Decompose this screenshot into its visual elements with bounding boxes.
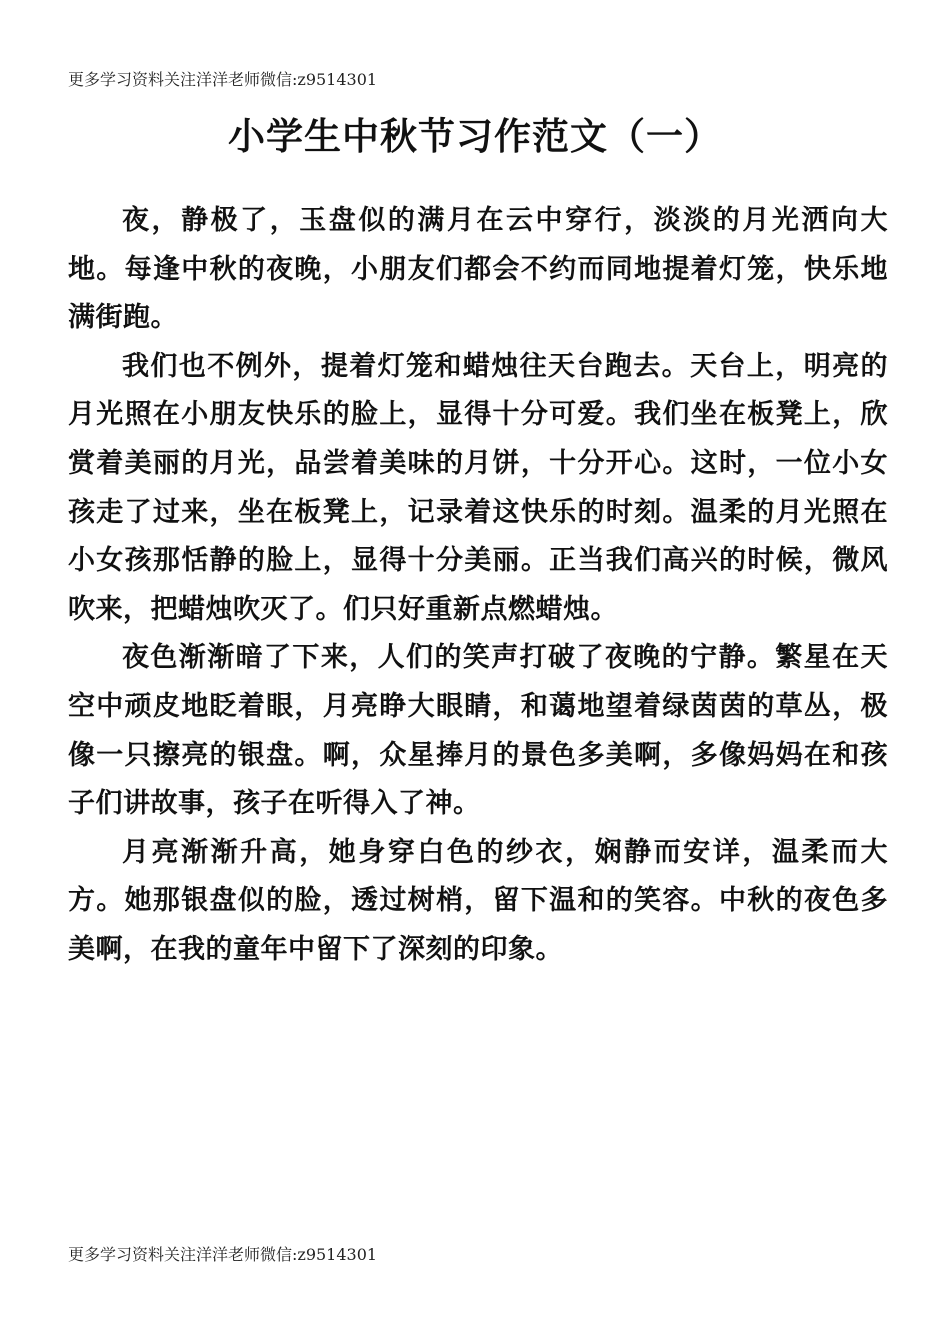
paragraph-4: 月亮渐渐升高，她身穿白色的纱衣，娴静而安详，温柔而大方。她那银盘似的脸，透过树梢，留下温和的笑容。中秋的夜色多美啊，在我的童年中留下了深刻的印象。	[68, 836, 888, 965]
paragraph-2: 我们也不例外，提着灯笼和蜡烛往天台跑去。天台上，明亮的月光照在小朋友快乐的脸上，显得十分可爱。我们坐在板凳上，欣赏着美丽的月光，品尝着美味的月饼，十分开心。这时，一位小女孩走了过来，坐在板凳上，记录着这快乐的时刻。温柔的月光照在小女孩那恬静的脸上，显得十分美丽。正当我们高兴的时候，微风吹来，把蜡烛吹灭了。们只好重新点燃蜡烛。	[68, 350, 888, 625]
article-body	[68, 197, 888, 975]
page-title: 小学生中秋节习作范文（一）	[228, 115, 722, 158]
footer-note: 更多学习资料关注洋洋老师微信:z9514301	[68, 1245, 378, 1264]
header-note: 更多学习资料关注洋洋老师微信:z9514301	[68, 70, 378, 89]
paragraph-1: 夜，静极了，玉盘似的满月在云中穿行，淡淡的月光洒向大地。每逢中秋的夜晚，小朋友们都会不约而同地提着灯笼，快乐地满街跑。	[68, 205, 888, 334]
paragraph-3: 夜色渐渐暗了下来，人们的笑声打破了夜晚的宁静。繁星在天空中顽皮地眨着眼，月亮睁大眼睛，和蔼地望着绿茵茵的草丛，极像一只擦亮的银盘。啊，众星捧月的景色多美啊，多像妈妈在和孩子们讲故事，孩子在听得入了神。	[68, 642, 888, 820]
